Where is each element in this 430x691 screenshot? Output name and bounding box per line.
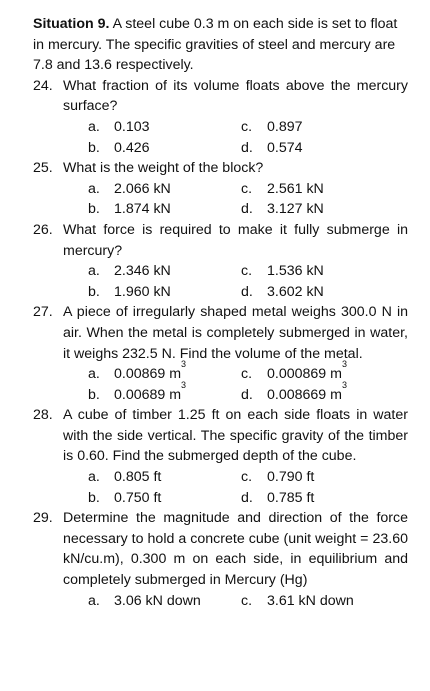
answer-options <box>88 359 408 405</box>
answer-option <box>241 359 347 385</box>
question-item <box>33 302 408 405</box>
option-letter: d. <box>241 283 253 300</box>
situation-text: A steel cube 0.3 m on each side is set to float in mercury. The specific gravities of steel and mercury are 7.8 and 13.6 respectively. <box>33 16 398 74</box>
option-value: 0.008669 m <box>267 386 342 403</box>
option-value: 0.750 ft <box>114 489 162 506</box>
answer-option <box>241 467 314 488</box>
question-item <box>33 508 408 611</box>
unit-exponent: 3 <box>181 379 187 390</box>
option-value: 1.536 kN <box>267 263 324 280</box>
question-item <box>33 405 408 508</box>
option-letter: b. <box>88 489 100 506</box>
answer-option <box>88 282 241 303</box>
option-row <box>88 359 408 385</box>
option-value: 0.103 <box>114 118 150 135</box>
option-value: 2.346 kN <box>114 263 171 280</box>
question-list <box>33 76 408 611</box>
option-row <box>88 379 408 406</box>
answer-option <box>241 488 314 509</box>
option-value: 0.897 <box>267 118 303 135</box>
question-number: 29. <box>33 510 53 527</box>
option-value: 1.874 kN <box>114 201 171 218</box>
question-stem <box>33 76 408 117</box>
answer-option <box>88 138 241 159</box>
option-letter: c. <box>241 592 253 609</box>
question-item <box>33 158 408 220</box>
answer-option <box>88 488 241 509</box>
answer-options <box>88 467 408 508</box>
option-value: 2.066 kN <box>114 180 171 197</box>
option-value: 3.61 kN down <box>267 592 354 609</box>
option-row <box>88 591 408 612</box>
option-letter: d. <box>241 201 253 218</box>
answer-option <box>241 199 324 220</box>
question-stem <box>33 302 408 364</box>
question-text: What fraction of its volume floats above the mercury surface? <box>63 77 408 115</box>
answer-option <box>88 379 241 406</box>
question-text: A piece of irregularly shaped metal weighs 300.0 N in air. When the metal is completely submerged in water, it weighs 232.5 N. Find the volume of the metal. <box>63 304 408 362</box>
question-number: 28. <box>33 407 53 424</box>
option-row <box>88 138 408 159</box>
question-number: 27. <box>33 304 53 321</box>
question-number: 26. <box>33 221 53 238</box>
option-letter: a. <box>88 366 100 383</box>
question-stem <box>33 508 408 590</box>
option-letter: c. <box>241 263 253 280</box>
answer-options <box>88 261 408 302</box>
option-letter: b. <box>88 139 100 156</box>
option-value: 0.000869 m <box>267 366 342 383</box>
answer-options <box>88 591 408 612</box>
option-value: 0.574 <box>267 139 303 156</box>
situation-intro <box>33 14 408 76</box>
option-row <box>88 467 408 488</box>
option-letter: a. <box>88 263 100 280</box>
answer-option <box>241 179 324 200</box>
option-letter: b. <box>88 201 100 218</box>
option-value: 3.127 kN <box>267 201 324 218</box>
question-number: 24. <box>33 77 53 94</box>
option-letter: a. <box>88 592 100 609</box>
option-row <box>88 282 408 303</box>
answer-option <box>241 379 347 406</box>
option-value: 3.602 kN <box>267 283 324 300</box>
option-letter: c. <box>241 180 253 197</box>
question-text: What is the weight of the block? <box>63 160 264 177</box>
answer-option <box>241 117 303 138</box>
answer-option <box>88 591 241 612</box>
option-row <box>88 488 408 509</box>
option-row <box>88 117 408 138</box>
option-value: 0.426 <box>114 139 150 156</box>
option-letter: b. <box>88 283 100 300</box>
option-value: 0.785 ft <box>267 489 315 506</box>
answer-option <box>88 179 241 200</box>
option-letter: a. <box>88 469 100 486</box>
question-stem <box>33 158 408 179</box>
option-row <box>88 199 408 220</box>
option-row <box>88 179 408 200</box>
option-value: 0.00689 m <box>114 386 182 403</box>
option-letter: c. <box>241 469 253 486</box>
option-letter: d. <box>241 489 253 506</box>
option-value: 3.06 kN down <box>114 592 201 609</box>
answer-options <box>88 117 408 158</box>
answer-options <box>88 179 408 220</box>
option-value: 0.805 ft <box>114 469 162 486</box>
option-letter: b. <box>88 386 100 403</box>
answer-option <box>88 261 241 282</box>
answer-option <box>88 467 241 488</box>
question-text: A cube of timber 1.25 ft on each side floats in water with the side vertical. The specific gravity of the timber is 0.60. Find the submerged depth of the cube. <box>63 407 408 465</box>
unit-exponent: 3 <box>341 359 347 370</box>
unit-exponent: 3 <box>341 379 347 390</box>
answer-option <box>241 282 324 303</box>
option-value: 1.960 kN <box>114 283 171 300</box>
answer-option <box>88 199 241 220</box>
option-row <box>88 261 408 282</box>
answer-option <box>241 138 303 159</box>
question-stem <box>33 405 408 467</box>
option-letter: c. <box>241 118 253 135</box>
option-value: 0.790 ft <box>267 469 315 486</box>
answer-option <box>241 261 324 282</box>
question-stem <box>33 220 408 261</box>
option-letter: d. <box>241 139 253 156</box>
question-item <box>33 76 408 158</box>
answer-option <box>88 117 241 138</box>
option-letter: c. <box>241 366 253 383</box>
answer-option <box>88 359 241 385</box>
unit-exponent: 3 <box>181 359 187 370</box>
question-text: What force is required to make it fully submerge in mercury? <box>63 221 408 259</box>
option-letter: a. <box>88 180 100 197</box>
question-text: Determine the magnitude and direction of the force necessary to hold a concrete cube (unit weight = 23.60 kN/cu.m), 0.300 m on each side, in equilibrium and completely submerged in Mercury (Hg) <box>63 510 408 589</box>
option-value: 0.00869 m <box>114 366 182 383</box>
option-value: 2.561 kN <box>267 180 324 197</box>
question-item <box>33 220 408 302</box>
option-letter: a. <box>88 118 100 135</box>
option-letter: d. <box>241 386 253 403</box>
answer-option <box>241 591 354 612</box>
situation-label: Situation 9. <box>33 16 110 32</box>
question-number: 25. <box>33 160 53 177</box>
